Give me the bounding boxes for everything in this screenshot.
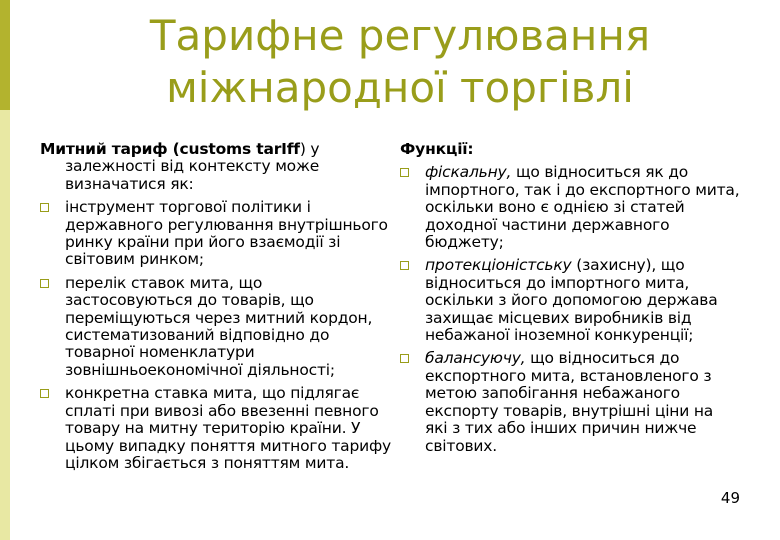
square-bullet-icon <box>400 168 409 177</box>
functions-heading: Функції: <box>400 140 474 158</box>
list-item <box>40 275 392 379</box>
intro-rest: ) у залежності від контексту може визначатися як: <box>65 140 320 193</box>
list-item-text: конкретна ставка мита, що підлягає сплаті при вивозі або ввезенні певного товару на митну територію країни. У цьому випадку поняття митного тарифу цілком збігається з поняттям мита. <box>65 384 391 472</box>
function-description: що відноситься як до імпортного, так і до експортного мита, оскільки воно є однією зі статей доходної частини державного бюджету; <box>425 163 740 252</box>
list-item <box>40 385 392 472</box>
square-bullet-icon <box>40 279 49 288</box>
function-description: що відноситься до експортного мита, встановленого з метою запобігання небажаного експорту товарів, внутрішні ціни на які з тих або інших причин нижче світових. <box>425 349 714 455</box>
list-item <box>400 350 740 454</box>
list-item <box>400 257 740 344</box>
square-bullet-icon <box>400 354 409 363</box>
title-line-2: міжнародної торгівлі <box>166 63 634 112</box>
slide-title <box>20 10 780 120</box>
list-item-text: перелік ставок мита, що застосовуються до товарів, що переміщуються через митний кордон, систематизований відповідно до товарної номенклатури зовнішньоекономічної діяльності; <box>65 273 373 379</box>
list-item <box>40 199 392 269</box>
left-column <box>40 141 392 478</box>
tariff-definition-intro <box>40 141 392 193</box>
square-bullet-icon <box>40 389 49 398</box>
function-term: балансуючу, <box>425 349 526 368</box>
page-number: 49 <box>720 489 740 507</box>
list-item-text: інструмент торгової політики і державного регулювання внутрішнього ринку країни при його взаємодії зі світовим ринком; <box>65 198 388 269</box>
square-bullet-icon <box>400 261 409 270</box>
function-term: фіскальну, <box>425 163 512 182</box>
function-description: (захисну), що відноситься до імпортного мита, оскільки з його допомогою держава захищає місцевих виробників від небажаної іноземної конкуренції; <box>425 256 718 345</box>
intro-term: Митний тариф (customs tarIff <box>40 140 300 158</box>
right-column <box>400 141 740 461</box>
function-term: протекціоністську <box>425 256 572 275</box>
title-line-1: Тарифне регулювання <box>149 11 651 60</box>
square-bullet-icon <box>40 203 49 212</box>
side-band-top <box>0 0 10 110</box>
side-band-bottom <box>0 110 10 540</box>
list-item <box>400 164 740 251</box>
